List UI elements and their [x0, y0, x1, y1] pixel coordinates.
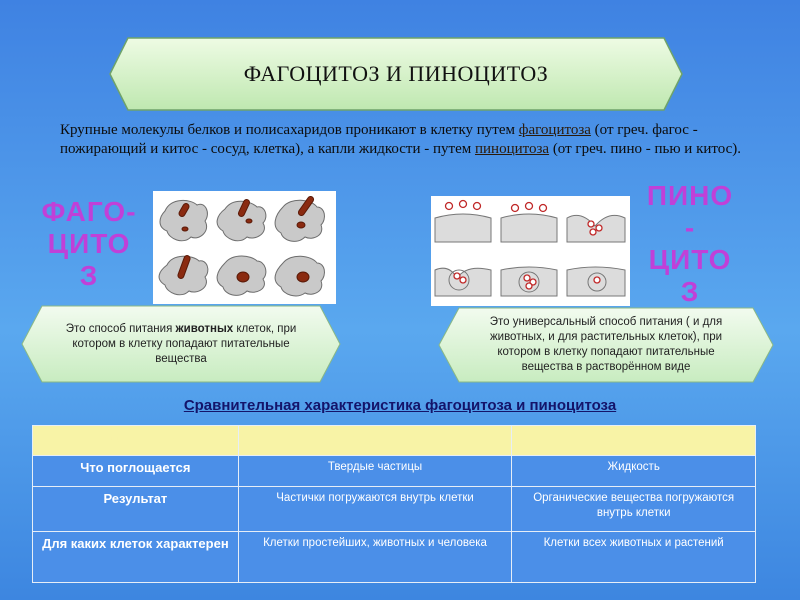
table-header-cell: Пиноцитоз — [512, 426, 756, 456]
phagocytosis-cells-image — [153, 191, 336, 304]
table-cell: Клетки всех животных и растений — [512, 531, 756, 582]
phagocytosis-description-box — [20, 304, 342, 384]
pinocytosis-label: ПИНО - ЦИТО З — [646, 180, 734, 307]
table-header-row — [33, 426, 756, 456]
table-header-cell: Линии сравнения — [33, 426, 239, 456]
table-cell: Жидкость — [512, 456, 756, 487]
table-row-header: Что поглощается — [33, 456, 239, 487]
table-row — [33, 486, 756, 531]
table-header-cell: Фагоцитоз — [238, 426, 512, 456]
table-row-header: Для каких клеток характерен — [33, 531, 239, 582]
pinocytosis-link[interactable]: пиноцитоза — [474, 141, 550, 157]
intro-paragraph — [60, 121, 780, 159]
table-row-header: Результат — [33, 486, 239, 531]
pinocytosis-illustration — [431, 196, 630, 306]
page-title: ФАГОЦИТОЗ И ПИНОЦИТОЗ — [243, 61, 549, 86]
table-row — [33, 456, 756, 487]
phagocytosis-description: Это способ питания животных клеток, при котором в клетку попадают питательные вещества — [65, 322, 297, 365]
intro-text-3: (от греч. пино - пью и китос). — [549, 141, 742, 157]
table-cell: Частички погружаются внутрь клетки — [238, 486, 512, 531]
title-banner — [108, 36, 684, 112]
table-cell: Клетки простейших, животных и человека — [238, 531, 512, 582]
pinocytosis-cells-image — [431, 196, 630, 306]
table-cell: Твердые частицы — [238, 456, 512, 487]
intro-text-1: Крупные молекулы белков и полисахаридов проникают в клетку путем — [60, 122, 519, 138]
table-cell: Органические вещества погружаются внутрь клетки — [512, 486, 756, 531]
comparison-title: Сравнительная характеристика фагоцитоза и пиноцитоза — [183, 397, 617, 414]
comparison-table — [32, 425, 756, 583]
pinocytosis-description-box — [437, 306, 775, 384]
phagocytosis-label: ФАГО- ЦИТО З — [41, 196, 137, 291]
intro-text-2: (от греч. фагос - пожирающий и китос - сосуд, клетка), а капли жидкости - путем — [60, 122, 698, 157]
table-row — [33, 531, 756, 582]
phagocytosis-illustration — [153, 191, 336, 304]
phagocytosis-link[interactable]: фагоцитоза — [518, 122, 591, 138]
pinocytosis-description: Это универсальный способ питания ( и для животных, и для растительных клеток), при котором в клетку попадают питательные вещества в растворённом виде — [489, 316, 723, 373]
